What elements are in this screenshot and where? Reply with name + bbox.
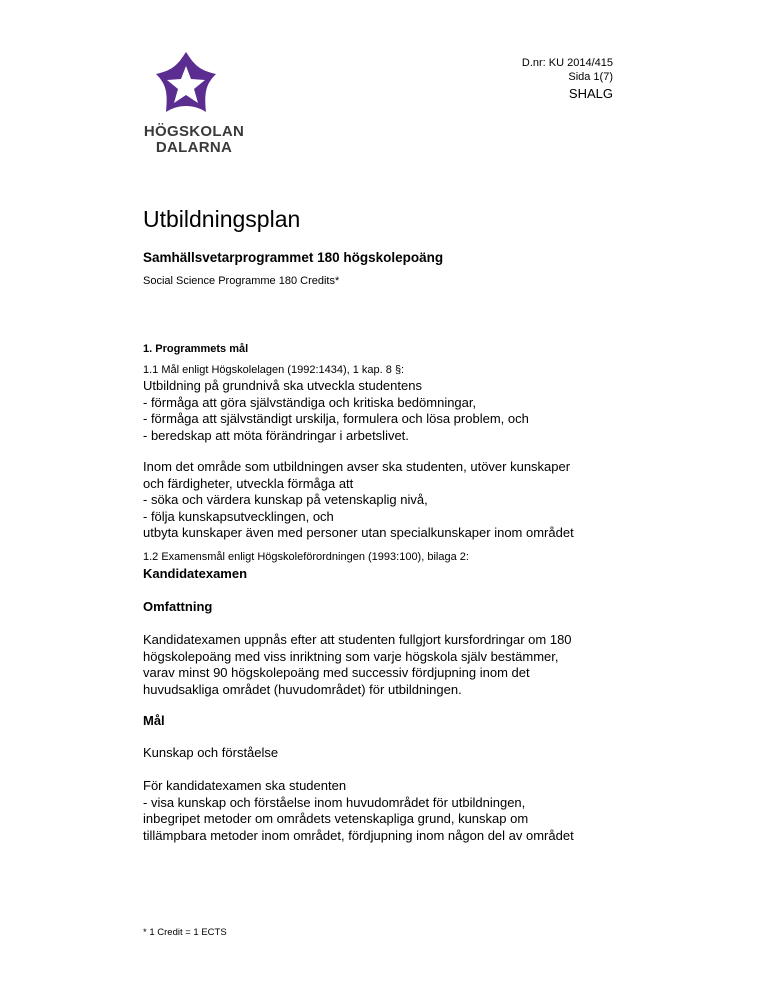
text-line: tillämpbara metoder inom området, fördjupning inom någon del av området — [143, 827, 574, 843]
text-line: - beredskap att möta förändringar i arbetslivet. — [143, 427, 409, 443]
programme-title-english: Social Science Programme 180 Credits* — [143, 275, 340, 287]
text-line: och färdigheter, utveckla förmåga att — [143, 475, 354, 491]
page-number: Sida 1(7) — [568, 71, 613, 83]
logo-text-line1: HÖGSKOLAN — [143, 123, 245, 140]
subsection-heading: 1.2 Examensmål enligt Högskoleförordningen (1993:100), bilaga 2: — [143, 551, 469, 563]
goals-heading: Mål — [143, 713, 165, 728]
text-line: Utbildning på grundnivå ska utveckla studentens — [143, 378, 422, 393]
text-line: varav minst 90 högskolepoäng med successiv fördjupning inom det — [143, 665, 530, 680]
document-title: Utbildningsplan — [143, 206, 301, 232]
text-line: inbegripet metoder om områdets vetenskapliga grund, kunskap om — [143, 811, 529, 826]
paragraph — [143, 378, 613, 444]
text-line: - visa kunskap och förståelse inom huvudområdet för utbildningen, — [143, 794, 526, 810]
paragraph — [143, 778, 613, 844]
programme-code: SHALG — [568, 86, 613, 101]
text-line: - följa kunskapsutvecklingen, och — [143, 508, 334, 524]
text-line: För kandidatexamen ska studenten — [143, 778, 347, 793]
text-line: - förmåga att göra självständiga och kritiska bedömningar, — [143, 394, 477, 410]
paragraph — [143, 632, 613, 698]
text-line: utbyta kunskaper även med personer utan specialkunskaper inom området — [143, 525, 574, 540]
text-line: - förmåga att självständigt urskilja, formulera och lösa problem, och — [143, 411, 529, 426]
text-line: högskolepoäng med viss inriktning som varje högskola själv bestämmer, — [143, 648, 559, 664]
university-logo — [140, 48, 248, 158]
paragraph — [143, 459, 613, 542]
text-line: - söka och värdera kunskap på vetenskaplig nivå, — [143, 492, 428, 507]
logo-text-line2: DALARNA — [155, 139, 233, 156]
star-flower-logo-icon — [140, 48, 248, 120]
degree-heading: Kandidatexamen — [143, 566, 248, 581]
document-reference: D.nr: KU 2014/415 — [521, 57, 613, 69]
subsection-heading: 1.1 Mål enligt Högskolelagen (1992:1434), 1 kap. 8 §: — [143, 364, 405, 376]
section-heading: 1. Programmets mål — [143, 343, 249, 355]
footnote: * 1 Credit = 1 ECTS — [143, 927, 227, 938]
scope-heading: Omfattning — [143, 599, 213, 614]
goals-subheading: Kunskap och förståelse — [143, 745, 279, 760]
programme-title: Samhällsvetarprogrammet 180 högskolepoäng — [143, 250, 444, 265]
text-line: Kandidatexamen uppnås efter att studenten fullgjort kursfordringar om 180 — [143, 632, 572, 647]
text-line: Inom det område som utbildningen avser ska studenten, utöver kunskaper — [143, 459, 571, 474]
text-line: huvudsakliga området (huvudområdet) för utbildningen. — [143, 681, 462, 697]
